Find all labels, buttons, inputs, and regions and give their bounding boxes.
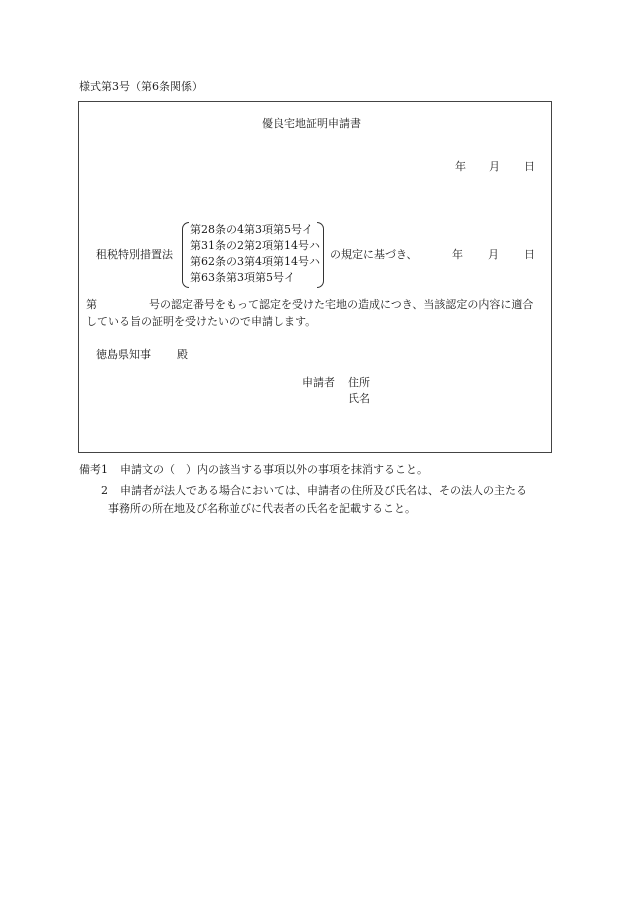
date-day-label: 日 (524, 160, 535, 173)
law-suffix: の規定に基づき、 (330, 248, 418, 261)
note-1: 申請文の（ ）内の該当する事項以外の事項を抹消すること。 (120, 463, 428, 476)
law-items-right-bracket (317, 222, 324, 288)
note-2-line-2: 事務所の所在地及び名称並びに代表者の氏名を記載すること。 (108, 502, 416, 515)
form-number-label: 様式第3号（第6条関係） (79, 80, 203, 93)
law-items-left-bracket (182, 222, 189, 288)
body-line-2: している旨の証明を受けたいので申請します。 (86, 315, 317, 328)
notes-heading: 備考1 (79, 463, 108, 476)
date-month-label: 月 (489, 160, 500, 173)
law-item: 第28条の4第3項第5号イ (190, 223, 313, 236)
law-name: 租税特別措置法 (96, 248, 173, 261)
applicant-name-label: 氏名 (348, 392, 370, 405)
law-date-day: 日 (524, 248, 535, 261)
body-dai: 第 (86, 298, 97, 311)
law-item: 第62条の3第4項第14号ハ (190, 255, 320, 268)
law-date-month: 月 (488, 248, 499, 261)
body-line-1: 号の認定番号をもって認定を受けた宅地の造成につき、当該認定の内容に適合 (149, 298, 534, 311)
form-title: 優良宅地証明申請書 (262, 117, 361, 130)
law-item: 第31条の2第2項第14号ハ (190, 239, 320, 252)
law-item: 第63条第3項第5号イ (190, 271, 295, 284)
applicant-label: 申請者 (302, 376, 335, 389)
addressee-name: 徳島県知事 (96, 348, 151, 361)
addressee-honorific: 殿 (177, 348, 188, 361)
date-year-label: 年 (455, 160, 466, 173)
application-form-box (78, 101, 552, 453)
applicant-address-label: 住所 (348, 376, 370, 389)
law-date-year: 年 (452, 248, 463, 261)
note-2-number: 2 (101, 484, 108, 497)
note-2-line-1: 申請者が法人である場合においては、申請者の住所及び氏名は、その法人の主たる (120, 484, 527, 497)
